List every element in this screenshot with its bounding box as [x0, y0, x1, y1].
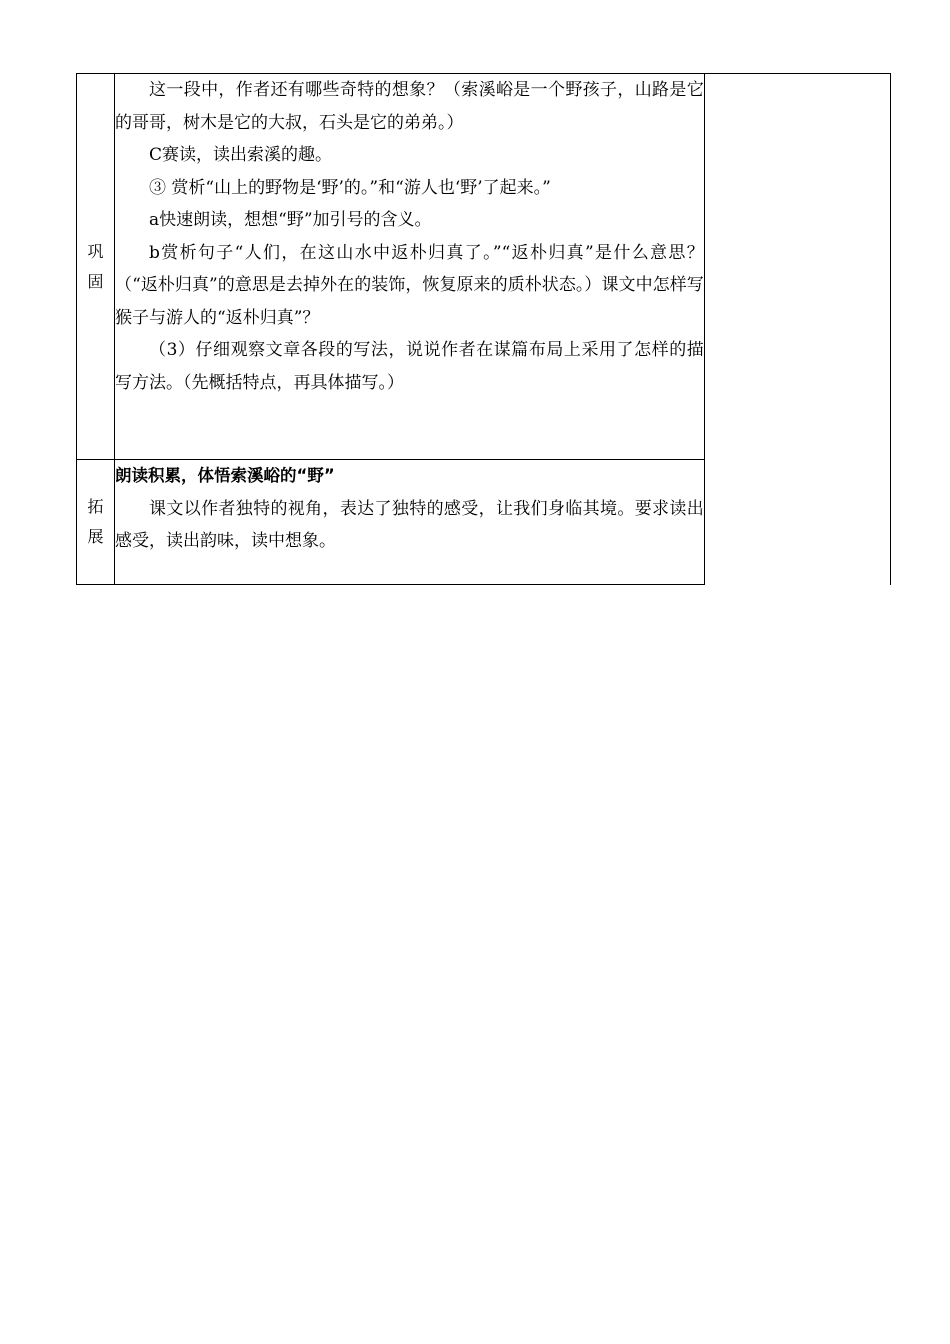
- section-heading: 朗读积累，体悟索溪峪的“野”: [115, 466, 335, 485]
- notes-column: [704, 74, 890, 585]
- paragraph: ③ 赏析“山上的野物是‘野’的。”和“游人也‘野’了起来。”: [149, 177, 551, 198]
- paragraph: （3）仔细观察文章各段的写法，说说作者在谋篇布局上采用了怎样的描写方法。（先概括特点，再具体描写。）: [115, 340, 704, 393]
- paragraph: b赏析句子“人们，在这山水中返朴归真了。”“返朴归真”是什么意思？ （“返朴归真”的意思是去掉外在的装饰，恢复原来的质朴状态。）课文中怎样写猴子与游人的“返朴归真”？: [115, 242, 704, 328]
- paragraph: 课文以作者独特的视角，表达了独特的感受，让我们身临其境。要求读出感受，读出韵味，读中想象。: [115, 498, 704, 551]
- section-label-consolidate: [77, 74, 115, 460]
- paragraph: C赛读，读出索溪的趣。: [149, 145, 333, 165]
- consolidate-row: [77, 74, 891, 460]
- label-char: 拓: [87, 497, 104, 516]
- paragraph: 这一段中，作者还有哪些奇特的想象？（索溪峪是一个野孩子，山路是它的哥哥，树木是它的大叔，石头是它的弟弟。）: [115, 80, 704, 133]
- label-char: 固: [87, 271, 104, 291]
- extend-content: [115, 460, 705, 585]
- section-label-extend: [77, 460, 115, 585]
- paragraph: a快速朗读，想想“野”加引号的含义。: [149, 210, 432, 230]
- consolidate-content: [115, 74, 705, 460]
- lesson-plan-table: [76, 73, 891, 585]
- label-char: 巩: [87, 241, 104, 261]
- label-char: 展: [87, 527, 104, 546]
